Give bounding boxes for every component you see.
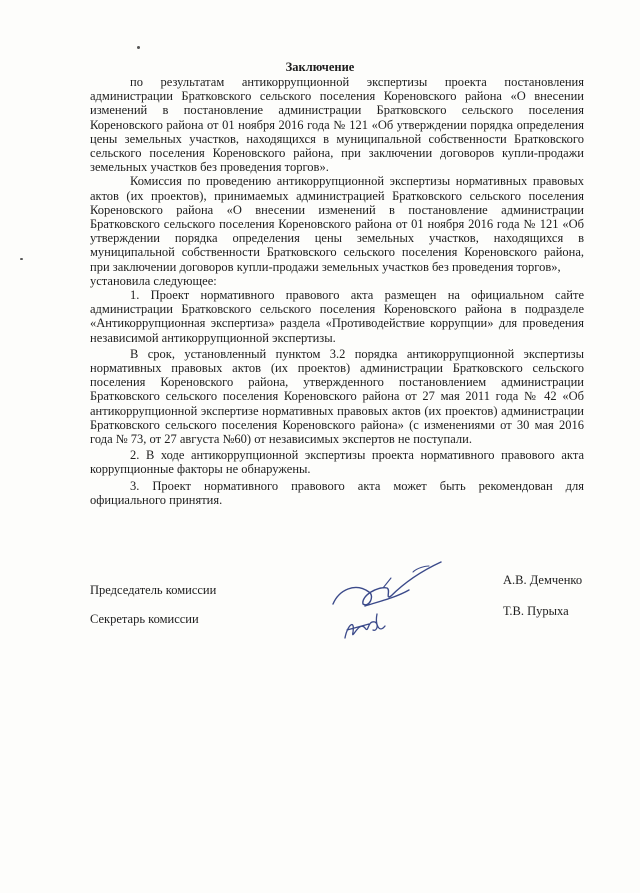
chair-name: А.В. Демченко (503, 573, 583, 587)
chair-label: Председатель комиссии (90, 583, 217, 597)
document-body (90, 75, 584, 507)
established-line: установила следующее: (90, 273, 217, 288)
intro-paragraph: по результатам антикоррупционной экспертизы проекта постановления администрации Братковского сельского поселения Кореновского района «О внесении изменений в постановление администрации Братковского сельского поселения Кореновского района от 01 ноября 2016 года № 121 «Об утверждении порядка определения цены земельных участков, находящихся в муниципальной собственности Братковского сельского поселения Кореновского района, при заключении договоров купли-продажи земельных участков без проведения торгов». (90, 75, 584, 175)
finding-3-paragraph: 3. Проект нормативного правового акта может быть рекомендован для официального принятия. (90, 478, 584, 507)
secretary-label: Секретарь комиссии (90, 612, 199, 626)
secretary-name: Т.В. Пурыха (503, 604, 569, 618)
scan-speck (20, 258, 23, 260)
finding-1-paragraph: 1. Проект нормативного правового акта размещен на официальном сайте администрации Братковского сельского поселения Кореновского района в подразделе «Антикоррупционная экспертиза» раздела «Противодействие коррупции» для проведения независимой антикоррупционной экспертизы. (90, 288, 584, 345)
finding-2-paragraph: 2. В ходе антикоррупционной экспертизы проекта нормативного правового акта коррупционные факторы не обнаружены. (90, 448, 584, 477)
scan-speck (137, 46, 140, 49)
document-title: Заключение (285, 60, 355, 74)
commission-paragraph: Комиссия по проведению антикоррупционной экспертизы нормативных правовых актов (их проектов), принимаемых администрацией Братковского сельского поселения Кореновского района «О внесении изменений в постановление администрации Братковского сельского поселения Кореновского района от 01 ноября 2016 года № 121 «Об утверждении порядка определения цены земельных участков, находящихся в муниципальной собственности Братковского сельского поселения Кореновского района, при заключении договоров купли-продажи земельных участков без проведения торгов», (90, 174, 584, 274)
deadline-paragraph: В срок, установленный пунктом 3.2 порядка антикоррупционной экспертизы нормативных правовых актов (их проектов) администрации Братковского сельского поселения Кореновского района, утвержденного постановлением администрации Братковского сельского поселения Кореновского района от 27 мая 2011 года № 42 «Об антикоррупционной экспертизе нормативных правовых актов (их проектов) администрации Братковского сельского поселения Кореновского района» (с изменениями от 30 мая 2016 года № 73, от 27 августа №60) от независимых экспертов не поступали. (90, 346, 584, 447)
handwritten-signatures (325, 560, 465, 650)
